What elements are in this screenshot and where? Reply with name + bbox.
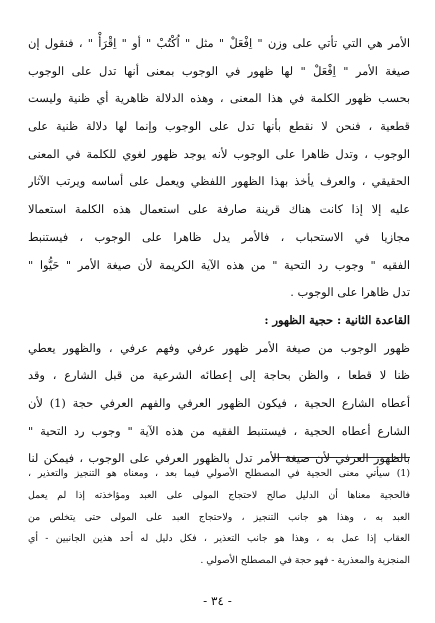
footnote-line: العقاب إذا عمل به ، وهذا هو جانب التعذير ، فكل دليل له أحد هذين الجانبين - أي <box>28 533 410 545</box>
section-line: أعطاه الشارع الحجية ، فيكون الظهور العرفي والفهم العرفي حجة (1) لأن <box>28 395 410 410</box>
footnote-line: (1) سيأتي معنى الحجية في المصطلح الأصولي فيما بعد ، ومعناه هو التنجيز والتعذير ، <box>28 468 410 479</box>
footnotes <box>28 463 410 572</box>
section-line: بالظهور العرفي لأن صيغة الأمر تدل بالظهور العرفي على الوجوب ، فيمكن لنا <box>28 451 410 466</box>
section-line: الشارع أعطاه الحجية ، فيستنبط الفقيه من هذه الآية " وجوب رد التحية " <box>28 423 410 438</box>
section-line: ظهور الوجوب من صيغة الأمر ظهور عرفي وفهم عرفي ، والظهور يعطي <box>28 340 410 355</box>
footnote-separator <box>272 457 410 458</box>
body-line: بحسب ظهور الكلمة في هذا المعنى ، وهذه الدلالة ظاهرية أي ظنية وليست <box>28 91 410 106</box>
body-line: قطعية ، فنحن لا نقطع بأنها تدل على الوجوب وإنما لها دلالة ظنية على <box>28 119 410 134</box>
body-line: عليه إلا إذا كانت هناك قرينة صارفة على استعمال هذه الكلمة استعمالا <box>28 202 410 217</box>
body-line: الأمر هي التي تأتي على وزن " اِفْعَلْ " مثل " اُكْتُبْ " أو " اِقْرَأْ " ، فنقول إن <box>28 36 410 50</box>
footnote-line: العبد به ، وهذا هو جانب التنجيز ، ولاحتجاج العبد على المولى حتى يتخلص من <box>28 511 410 523</box>
body-line: مجازيا في الاستحباب ، فالأمر يدل ظاهرا على الوجوب ، فيستنبط <box>28 229 410 244</box>
body-line: صيغة الأمر " اِفْعَلْ " لها ظهور في الوجوب بمعنى أنها تدل على الوجوب <box>28 63 410 78</box>
section-heading: القاعدة الثانية : حجية الظهور : <box>264 312 410 327</box>
footnote-line: فالحجية معناها أن الدليل صالح لاحتجاج المولى على العبد ومؤاخذته إذا لم يعمل <box>28 489 410 501</box>
section-line: ظنا لا قطعا ، والظن بحاجة إلى إعطائه الشرعية من قبل الشارع ، وقد <box>28 368 410 383</box>
body-line: الحقيقي ، والعرف يأخذ بهذا الظهور اللفظي ويعمل على أساسه ويرتب الآثار <box>28 174 410 189</box>
body-line: الوجوب ، وتدل ظاهرا على الوجوب لأنه يوجد ظهور لغوي للكلمة في المعنى <box>28 146 410 161</box>
footnote-line: المنجزية والمعذرية - فهو حجة في المصطلح الأصولي . <box>200 555 410 567</box>
main-text <box>28 30 410 473</box>
body-line: الفقيه " وجوب رد التحية " من هذه الآية الكريمة لأن صيغة الأمر " حَيُّوا " <box>28 257 410 272</box>
body-line: تدل ظاهرا على الوجوب . <box>290 285 410 300</box>
page-number: - ٣٤ - <box>203 594 232 608</box>
